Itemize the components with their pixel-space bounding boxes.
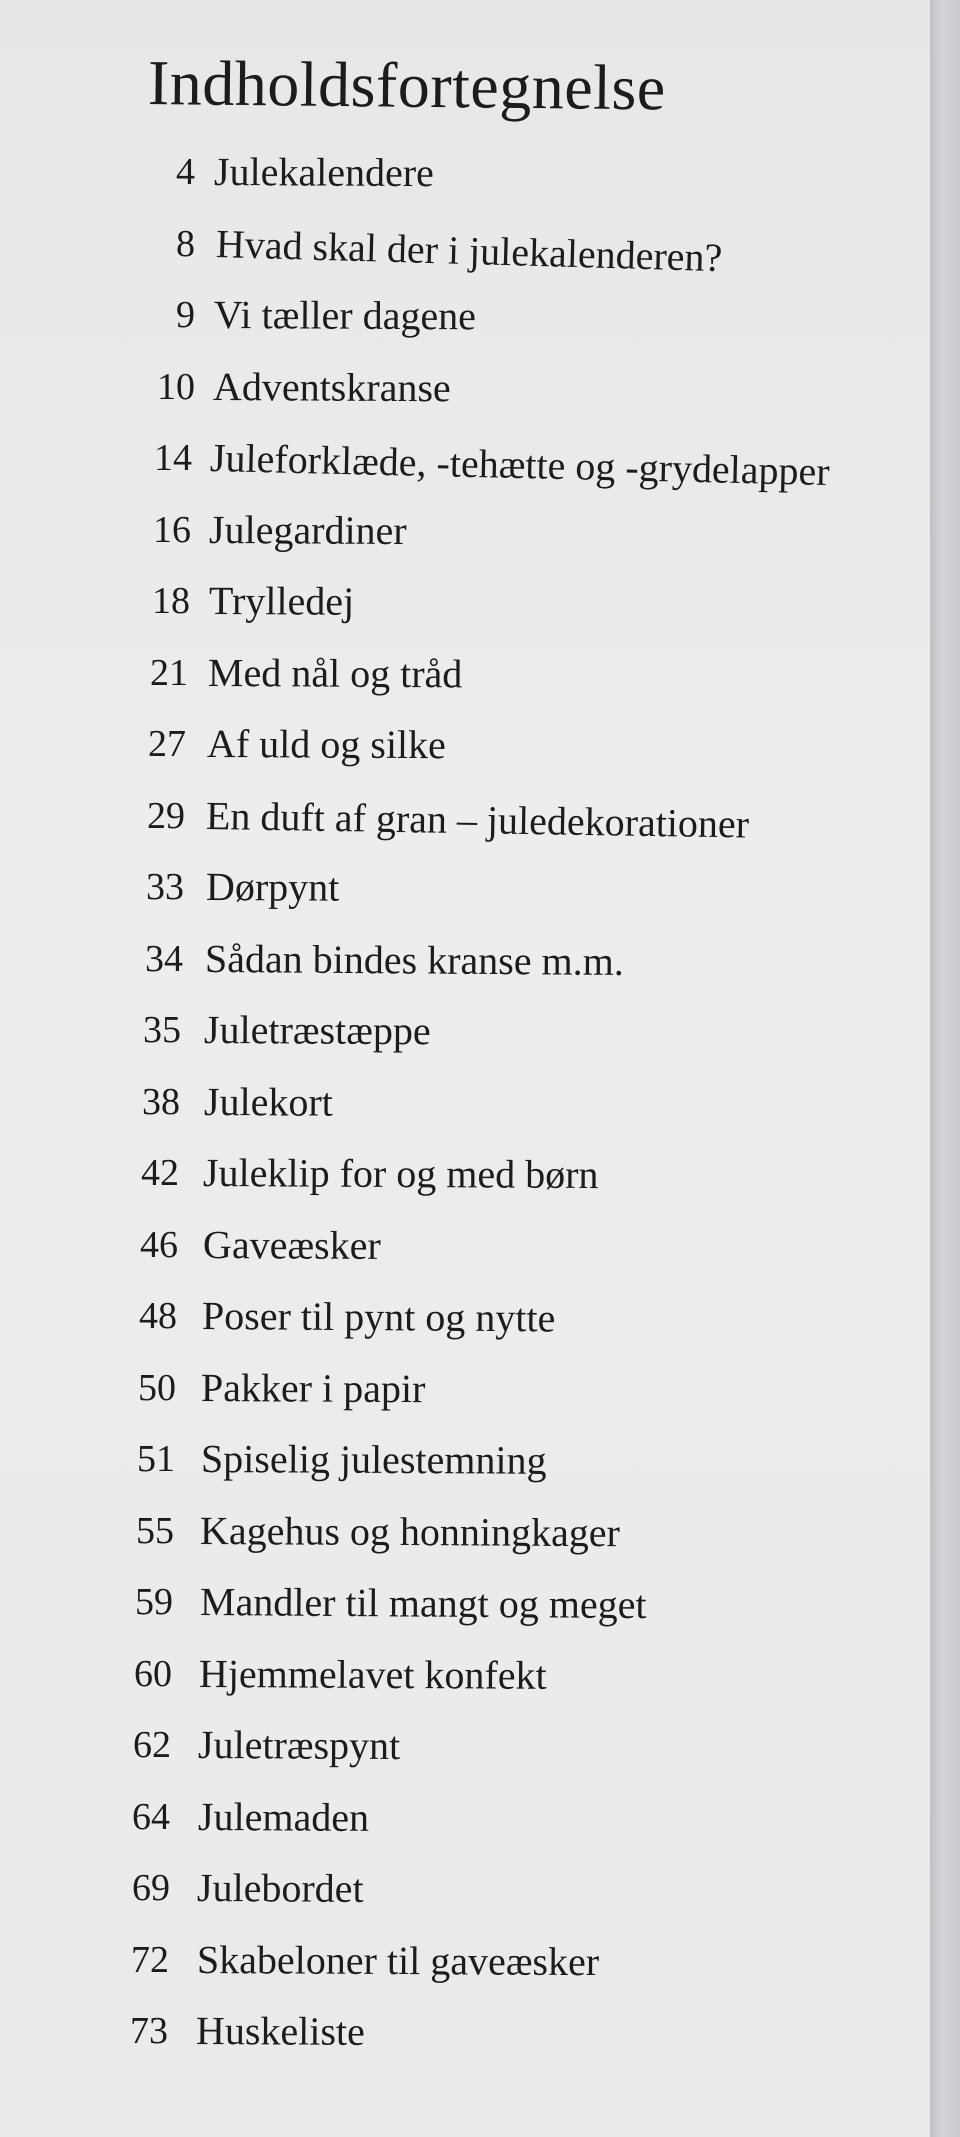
toc-page-number: 69 — [132, 1867, 170, 1909]
toc-entry-title: Juleklip for og med børn — [202, 1150, 599, 1198]
toc-page-number: 29 — [147, 794, 185, 837]
toc-entry — [0, 863, 930, 935]
toc-entry-title: Adventskranse — [212, 363, 451, 410]
toc-page-number: 72 — [131, 1938, 169, 1981]
toc-entry — [0, 2007, 930, 2079]
toc-entry-title: Juletræstæppe — [203, 1007, 431, 1054]
toc-entry — [0, 1435, 930, 1507]
toc-page-number: 62 — [133, 1724, 171, 1766]
toc-page-number: 8 — [176, 222, 195, 265]
toc-entry — [0, 1936, 930, 2008]
page-edge — [930, 0, 960, 2137]
toc-entry — [0, 1650, 930, 1722]
toc-page-number: 34 — [145, 937, 183, 980]
toc-entry-title: Gaveæsker — [202, 1221, 381, 1268]
toc-entry — [0, 148, 930, 220]
toc-page-number: 59 — [135, 1581, 173, 1623]
toc-entry — [0, 1793, 930, 1865]
toc-page-number: 10 — [157, 365, 195, 408]
toc-entry — [0, 1078, 930, 1150]
toc-page-number: 18 — [152, 580, 190, 622]
toc-entry — [0, 935, 930, 1007]
toc-entry — [0, 506, 930, 578]
toc-entry-title: Sådan bindes kranse m.m. — [204, 935, 624, 984]
toc-entry-title: Dørpynt — [205, 864, 340, 910]
toc-entry-title: Trylledej — [208, 578, 355, 624]
toc-entry-title: Af uld og silke — [206, 721, 446, 768]
toc-page-number: 60 — [134, 1652, 172, 1695]
toc-entry — [0, 1507, 930, 1579]
toc-entry — [0, 1364, 930, 1436]
toc-page-number: 48 — [139, 1295, 177, 1337]
toc-entry — [0, 1006, 930, 1078]
toc-page-number: 14 — [154, 437, 192, 479]
toc-entry — [0, 1221, 930, 1293]
table-of-contents — [0, 148, 930, 2079]
toc-page-number: 4 — [176, 151, 195, 193]
toc-entry — [0, 1149, 930, 1221]
toc-page-number: 33 — [146, 866, 184, 908]
toc-page-number: 55 — [136, 1509, 174, 1552]
toc-entry-title: Pakker i papir — [200, 1364, 426, 1411]
toc-entry-title: Spiselig julestemning — [200, 1436, 547, 1483]
toc-entry — [0, 649, 930, 721]
toc-page-number: 42 — [141, 1152, 179, 1194]
toc-entry-title: Mandler til mangt og meget — [199, 1579, 647, 1628]
toc-page-number: 64 — [132, 1795, 170, 1838]
toc-entry — [0, 1292, 930, 1364]
toc-entry — [0, 577, 930, 649]
toc-entry — [0, 434, 930, 506]
toc-entry-title: Juletræspynt — [197, 1722, 401, 1769]
toc-entry-title: Skabeloner til gaveæsker — [196, 1936, 600, 1984]
toc-entry — [0, 363, 930, 435]
toc-entry — [0, 220, 930, 292]
toc-entry-title: Julebordet — [196, 1865, 364, 1911]
toc-entry — [0, 1721, 930, 1793]
toc-page-number: 9 — [176, 294, 195, 336]
toc-entry — [0, 1578, 930, 1650]
toc-entry-title: Julemaden — [197, 1793, 370, 1840]
toc-entry-title: Julekort — [203, 1078, 333, 1125]
toc-entry-title: Kagehus og honningkager — [199, 1507, 621, 1555]
toc-entry-title: En duft af gran – juledekorationer — [205, 792, 750, 847]
toc-page-number: 38 — [142, 1080, 180, 1123]
toc-entry-title: Med nål og tråd — [207, 649, 463, 696]
toc-entry-title: Juleforklæde, -tehætte og -grydelapper — [209, 435, 831, 495]
toc-entry — [0, 792, 930, 864]
toc-page-number: 50 — [138, 1366, 176, 1409]
toc-entry-title: Julekalendere — [213, 149, 435, 196]
toc-entry-title: Poser til pynt og nytte — [201, 1293, 556, 1341]
toc-entry-title: Huskeliste — [195, 2008, 365, 2054]
toc-entry — [0, 1864, 930, 1936]
toc-page-number: 51 — [137, 1438, 175, 1480]
toc-entry-title: Hjemmelavet konfekt — [198, 1650, 547, 1698]
toc-entry — [0, 720, 930, 792]
toc-page-number: 21 — [150, 651, 188, 694]
page-title: Indholdsfortegnelse — [147, 47, 667, 124]
toc-page-number: 35 — [143, 1009, 181, 1051]
toc-page-number: 16 — [153, 508, 191, 551]
toc-page-number: 27 — [148, 723, 186, 765]
toc-entry-title: Julegardiner — [208, 506, 407, 553]
toc-entry-title: Vi tæller dagene — [213, 292, 477, 339]
toc-page-number: 73 — [130, 2010, 168, 2052]
toc-page-number: 46 — [140, 1223, 178, 1266]
toc-entry-title: Hvad skal der i julekalenderen? — [215, 220, 723, 280]
toc-entry — [0, 291, 930, 363]
